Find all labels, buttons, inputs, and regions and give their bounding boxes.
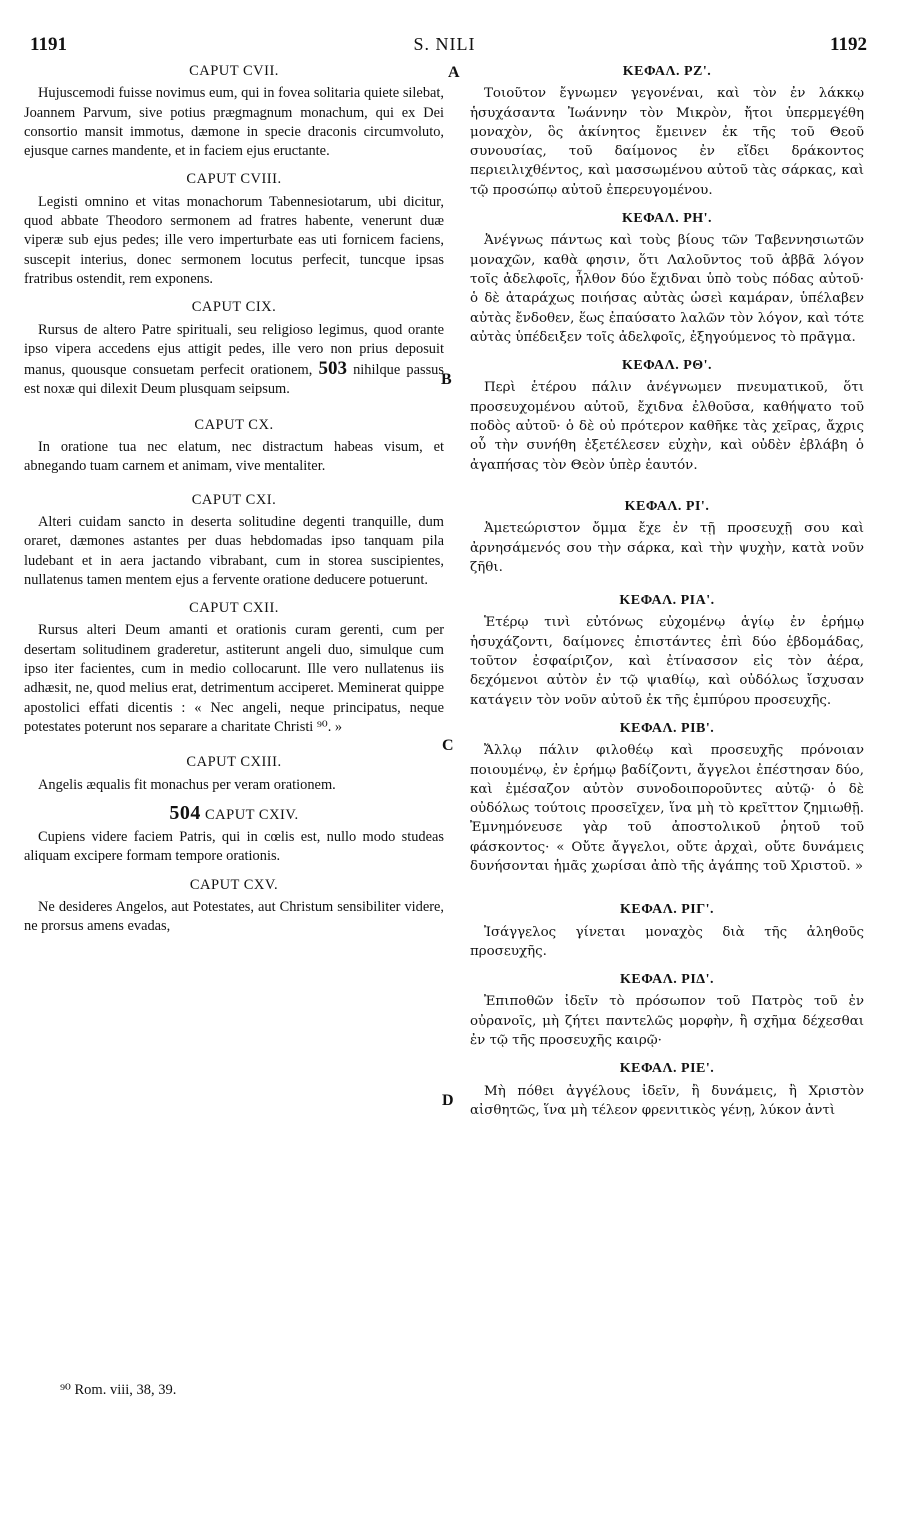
margin-letter-b: B xyxy=(441,371,452,388)
chapter-text: Ἄλλῳ πάλιν φιλοθέῳ καὶ προσευχῆς πρόνοιαν ποιουμένῳ, ἐν ἐρήμῳ βαδίζοντι, ἄγγελοι ἐπέστησαν δύο, καὶ ἐμέσαζον αὐτὸν συνοδοιποροῦντες αὐτῷ· ὁ δὲ οὐδόλως τούτοις προσεῖχεν, ἵνα μὴ τὸ κρεῖττον ζημιωθῇ. Ἐμνημόνευσε γὰρ τοῦ ἀποστολικοῦ ῥητοῦ τοῦ φάσκοντος· « Οὔτε ἄγγελοι, οὔτε ἀρχαὶ, οὔτε δυνάμεις δυνήσονται ἡμᾶς χωρίσαι ἀπὸ τῆς ἀγάπης τοῦ Χριστοῦ. » xyxy=(470,743,864,874)
greek-section xyxy=(470,356,864,475)
chapter-heading: CAPUT CVIII. xyxy=(186,171,282,188)
chapter-text: Alteri cuidam sancto in deserta solitudine degenti tranquille, dum oraret, dæmones astantes per duas hebdomadas ipso tanquam pila ludebant et in aera jactando vibrabant, cum in storea suscipientes, nullatenus tamen mentem ejus a fervente oratione deducere potuerunt. xyxy=(24,513,444,588)
footnote: ⁹⁰ Rom. viii, 38, 39. xyxy=(60,1382,177,1398)
latin-section xyxy=(24,170,444,289)
chapter-text: Ἰσάγγελος γίνεται μοναχὸς διὰ τῆς ἀληθοῦς προσευχῆς. xyxy=(470,924,864,959)
chapter-heading: ΚΕΦΑΛ. ΡΙ'. xyxy=(624,498,710,514)
chapter-text: Rursus alteri Deum amanti et orationis curam gerenti, cum per desertam solitudinem graderetur, astiterunt angeli duo, simulque cum ipso iter facientes, cum in medio collocarunt. Ille vero nullatenus iis adhæsit, ne, quod melius erat, detrimentum acciperet. Meminerat quippe apostolici effati dicentis : « Nec angeli, neque principatus, neque potestates poterunt nos separare a charitate Christi ⁹⁰. » xyxy=(24,622,444,735)
chapter-heading: ΚΕΦΑΛ. ΡΗ'. xyxy=(621,211,713,227)
greek-section xyxy=(470,497,864,577)
page-number-left: 1191 xyxy=(30,34,67,55)
chapter-heading: ΚΕΦΑΛ. ΡΙΔ'. xyxy=(620,972,714,988)
greek-section xyxy=(470,62,864,200)
chapter-heading xyxy=(24,801,444,825)
latin-section xyxy=(24,753,444,795)
chapter-text: Τοιοῦτον ἔγνωμεν γεγονέναι, καὶ τὸν ἐν λάκκῳ ἡσυχάσαντα Ἰωάννην τὸν Μικρὸν, ἤτοι ὑπερμεγέθη μοναχὸν, ὃς ἀκίνητος ἔμεινεν ἐκ τῆς τοῦ Θεοῦ συνουσίας, τοῦ δαίμονος ἐν εἴδει δράκοντος περιειλιχθέντος, καὶ μασσωμένου αὐτοῦ τὰς σάρκας, καὶ τῷ προσώπῳ αὐτοῦ ἐπερευγομένου. xyxy=(470,86,864,198)
latin-section xyxy=(24,416,444,477)
greek-section xyxy=(470,591,864,710)
chapter-heading: ΚΕΦΑΛ. ΡΙΑ'. xyxy=(619,593,715,609)
chapter-text: Μὴ πόθει ἀγγέλους ἰδεῖν, ἢ δυνάμεις, ἢ Χριστὸν αἰσθητῶς, ἵνα μὴ τέλεον φρενιτικὸς γένῃ, λύκον ἀντὶ xyxy=(470,1083,864,1118)
chapter-heading: CAPUT CXI. xyxy=(191,491,277,508)
latin-column xyxy=(24,62,444,946)
chapter-heading: CAPUT CXII. xyxy=(189,600,279,617)
chapter-text: Ἑτέρῳ τινὶ εὐτόνως εὐχομένῳ ἁγίῳ ἐν ἐρήμῳ ἡσυχάζοντι, δαίμονες ἐπιστάντες ἐπὶ δύο ἑβδομάδας, τοῦτον ἐσφαίριζον, καὶ ἐτίνασσον εἰς τὸν ἀέρα, δεχόμενοι αὐτὸν ἐν τῷ ψιαθίῳ, καὶ οὐδόλως ἴσχυσαν κατάγειν τὸν νοῦν αὐτοῦ ἐκ τῆς ἐμπύρου προσευχῆς. xyxy=(470,615,864,708)
chapter-heading: CAPUT CXIII. xyxy=(186,754,282,771)
column-number: 504 xyxy=(169,801,201,824)
running-title: S. NILI xyxy=(413,34,476,54)
margin-letter-a: A xyxy=(448,64,460,81)
chapter-heading-text: CAPUT CXIV. xyxy=(205,806,299,823)
chapter-text: Ἀμετεώριστον ὄμμα ἔχε ἐν τῇ προσευχῇ σου καὶ ἀρνησάμενός σου τὴν σάρκα, καὶ τὴν ψυχὴν, κατὰ νοῦν ζῆθι. xyxy=(470,521,864,575)
latin-section xyxy=(24,801,444,867)
margin-letter-d: D xyxy=(442,1092,454,1109)
chapter-text: Ne desideres Angelos, aut Potestates, aut Christum sensibiliter videre, ne prorsus amens evadas, xyxy=(24,898,444,935)
chapter-heading: ΚΕΦΑΛ. ΡΙΓ'. xyxy=(619,902,715,918)
chapter-text: Cupiens videre faciem Patris, qui in cœlis est, nullo modo studeas aliquam excipere formam tempore orationis. xyxy=(24,829,444,865)
chapter-text: Hujuscemodi fuisse novimus eum, qui in fovea solitaria quiete silebat, Joannem Parvum, sive potius prægmagnum monachum, qui ex Dei consortio mansit immotus, dæmone in specie draconis circumvoluto, ejusque carnes mandente, et in faciem ejus eructante. xyxy=(24,85,444,160)
chapter-heading: CAPUT CX. xyxy=(194,416,274,433)
latin-section xyxy=(24,491,444,590)
greek-section xyxy=(470,1059,864,1120)
chapter-text: In oratione tua nec elatum, nec distractum habeas visum, et abnegando tuam carnem et animam, vive mentaliter. xyxy=(24,439,444,475)
latin-section xyxy=(24,876,444,937)
latin-section xyxy=(24,298,444,399)
chapter-text xyxy=(24,321,444,400)
chapter-text: Legisti omnino et vitas monachorum Tabennesiotarum, ubi dicitur, quod abbate Theodoro sermonem ad fratres habente, venerunt duæ viperæ sub ejus pedes; ille vero imperturbate eas uti fornicem faciens, suscepit interius, donec sermonem locutus perfecit, tuncque ipsas fratribus ostendit, rem exponens. xyxy=(24,193,444,287)
chapter-text-part: Rursus de altero Patre spirituali, seu religioso legimus, quod orante ipso vipera accedens ejus attigit pedes, ille vero non prius deposuit manus, quousque consuetam perfecit orationem, xyxy=(24,321,444,379)
page-header xyxy=(22,34,867,60)
chapter-heading: ΚΕΦΑΛ. ΡΙΒ'. xyxy=(619,720,715,736)
margin-letter-c: C xyxy=(442,737,454,754)
greek-column xyxy=(470,62,864,1129)
chapter-heading: ΚΕΦΑΛ. ΡΙΕ'. xyxy=(619,1061,715,1077)
page-number-right: 1192 xyxy=(830,34,867,55)
chapter-text: Περὶ ἑτέρου πάλιν ἀνέγνωμεν πνευματικοῦ, ὅτι προσευχομένου αὐτοῦ, ἔχιδνα ἐλθοῦσα, καθήψατο τοῦ ποδὸς αὐτοῦ· ὁ δὲ οὐ πρότερον καθῆκε τὰς χεῖρας, ἄχρις οὗ τὴν συνήθη ἐξετέλεσεν εὐχὴν, καὶ οὐδὲν ἐβλάβη ὁ ἀγαπήσας τὸν Θεὸν ὑπὲρ ἑαυτόν. xyxy=(470,380,864,473)
greek-section xyxy=(470,719,864,876)
latin-section xyxy=(24,599,444,737)
chapter-heading: CAPUT CXV. xyxy=(189,876,279,893)
chapter-text: Ἀνέγνως πάντως καὶ τοὺς βίους τῶν Ταβεννησιωτῶν μοναχῶν, καθὰ φησιν, ὅτι Λαλοῦντος τοῦ ἀββᾶ λόγον τοῖς ἀδελφοῖς, ἦλθον δύο ἔχιδναι ὑπὸ τοὺς πόδας αὐτοῦ· ὁ δὲ ἀταράχως ποιήσας αὐτὰς ὡσεὶ καμάραν, ὑπέλαβεν αὐτὰς ἔνδοθεν, ἕως ἐπαύσατο λαλῶν τὸν λόγον, καὶ τότε αὐτὰς ὑπέδειξεν τοῖς ἀδελφοῖς, ἐξηγούμενος τὸ πρᾶγμα. xyxy=(470,233,864,345)
chapter-text: Ἐπιποθῶν ἰδεῖν τὸ πρόσωπον τοῦ Πατρὸς τοῦ ἐν οὐρανοῖς, μὴ ζήτει παντελῶς μορφὴν, ἢ σχῆμα δέχεσθαι ἐν τῷ τῆς προσευχῆς καιρῷ· xyxy=(470,994,864,1049)
chapter-text: Angelis æqualis fit monachus per veram orationem. xyxy=(38,776,336,793)
chapter-heading: CAPUT CIX. xyxy=(191,299,277,316)
chapter-text-part: nihilque passus est noxæ qui dilexit Deum plusquam seipsum. xyxy=(24,362,444,398)
column-number: 503 xyxy=(318,358,347,380)
chapter-heading: CAPUT CVII. xyxy=(189,63,279,79)
greek-section xyxy=(470,900,864,961)
chapter-heading: ΚΕΦΑΛ. ΡΖ'. xyxy=(622,64,712,79)
latin-section xyxy=(24,62,444,161)
chapter-heading: ΚΕΦΑΛ. ΡΘ'. xyxy=(621,358,713,374)
greek-section xyxy=(470,209,864,347)
greek-section xyxy=(470,970,864,1050)
